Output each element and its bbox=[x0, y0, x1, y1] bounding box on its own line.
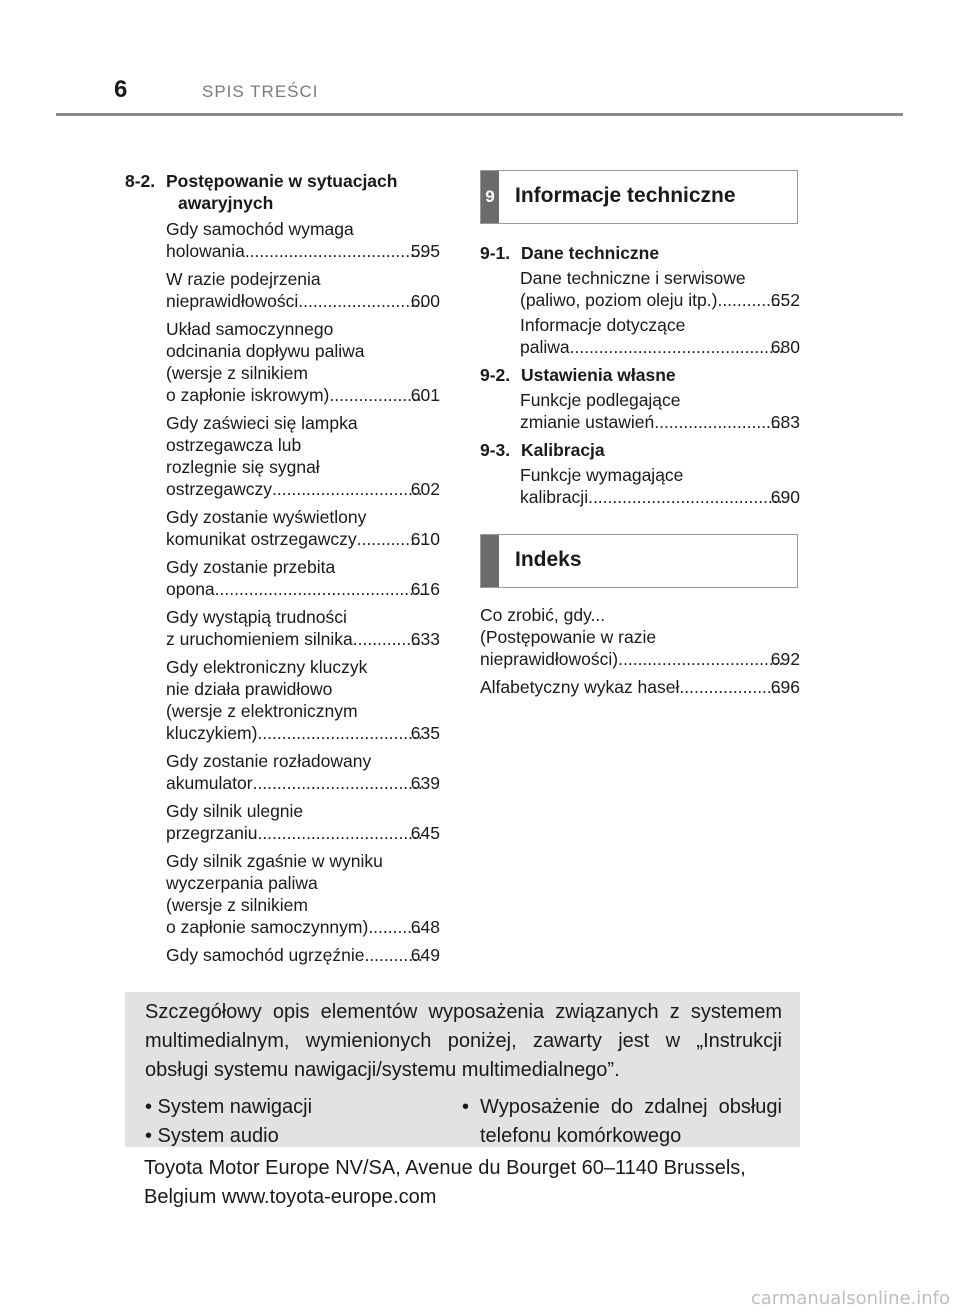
dot-leader bbox=[215, 578, 423, 600]
chapter-tab: 9 bbox=[481, 171, 499, 223]
toc-entry-line: Gdy zaświeci się lampka bbox=[166, 413, 358, 433]
chapter-sections bbox=[480, 242, 800, 508]
toc-entry[interactable] bbox=[166, 218, 440, 262]
toc-entry-list bbox=[166, 218, 440, 966]
publisher-info: Toyota Motor Europe NV/SA, Avenue du Bourget 60–1140 Brussels, Belgium www.toyota-europe.com bbox=[144, 1157, 746, 1208]
right-column bbox=[480, 170, 800, 698]
toc-entry[interactable] bbox=[480, 676, 800, 698]
section-title: Dane techniczne bbox=[521, 243, 660, 263]
section-title: Kalibracja bbox=[521, 440, 605, 460]
toc-entry[interactable] bbox=[480, 604, 800, 670]
section-heading bbox=[480, 242, 800, 264]
toc-entry-line: nie działa prawidłowo bbox=[166, 679, 333, 699]
toc-entry-text: holowania bbox=[166, 241, 245, 261]
toc-entry-line: (Postępowanie w razie bbox=[480, 627, 657, 647]
header-divider bbox=[56, 113, 903, 116]
index-entry-list bbox=[480, 604, 800, 698]
toc-entry-line: Gdy wystąpią trudności bbox=[166, 607, 347, 627]
toc-entry-text: nieprawidłowości) bbox=[480, 649, 619, 669]
toc-entry-text: Alfabetyczny wykaz haseł bbox=[480, 677, 680, 697]
dot-leader bbox=[253, 772, 423, 794]
toc-entry-line: (wersje z silnikiem bbox=[166, 895, 308, 915]
info-box bbox=[125, 992, 800, 1147]
chapter-tab bbox=[481, 535, 499, 587]
page-reference: 633 bbox=[410, 629, 440, 649]
section-heading bbox=[480, 439, 800, 461]
section-number: 9-1. bbox=[480, 243, 511, 263]
chapter-header-box[interactable] bbox=[480, 534, 798, 588]
page-header bbox=[0, 0, 960, 116]
page-reference: 639 bbox=[410, 773, 440, 793]
dot-leader bbox=[272, 478, 423, 500]
dot-leader bbox=[588, 486, 783, 508]
toc-entry-line: rozlegnie się sygnał bbox=[166, 457, 320, 477]
page-reference: 602 bbox=[410, 479, 440, 499]
section-title-line: Postępowanie w sytuacjach bbox=[166, 171, 398, 191]
toc-entry-line: W razie podejrzenia bbox=[166, 269, 321, 289]
toc-entry[interactable] bbox=[520, 314, 800, 358]
toc-entry-line: odcinania dopływu paliwa bbox=[166, 341, 365, 361]
page-reference: 696 bbox=[770, 677, 800, 697]
toc-entry[interactable] bbox=[166, 268, 440, 312]
page-reference: 652 bbox=[770, 290, 800, 310]
toc-entry-line: Funkcje podlegające bbox=[520, 390, 681, 410]
toc-entry-line: Gdy zostanie przebita bbox=[166, 557, 336, 577]
bullet-list bbox=[145, 1093, 782, 1151]
toc-entry[interactable] bbox=[166, 750, 440, 794]
page-reference: 635 bbox=[410, 723, 440, 743]
toc-entry[interactable] bbox=[520, 389, 800, 433]
section-heading-8-2 bbox=[125, 170, 440, 214]
dot-leader bbox=[329, 384, 422, 406]
chapter-header-box[interactable] bbox=[480, 170, 798, 224]
page-reference: 600 bbox=[410, 291, 440, 311]
page-reference: 690 bbox=[770, 487, 800, 507]
page-reference: 680 bbox=[770, 337, 800, 357]
toc-entry-text: komunikat ostrzegawczy bbox=[166, 529, 357, 549]
toc-entry[interactable] bbox=[166, 656, 440, 744]
dot-leader bbox=[257, 822, 422, 844]
toc-entry[interactable] bbox=[520, 464, 800, 508]
toc-entry[interactable] bbox=[166, 800, 440, 844]
page-number: 6 bbox=[114, 76, 128, 103]
toc-entry[interactable] bbox=[166, 944, 440, 966]
toc-entry-line: Układ samoczynnego bbox=[166, 319, 334, 339]
toc-entry[interactable] bbox=[166, 850, 440, 938]
toc-entry-line: Gdy elektroniczny kluczyk bbox=[166, 657, 368, 677]
page-reference: 645 bbox=[410, 823, 440, 843]
page-reference: 601 bbox=[410, 385, 440, 405]
left-column bbox=[125, 170, 440, 966]
toc-entry-text: o zapłonie iskrowym) bbox=[166, 385, 330, 405]
toc-entry-text: Gdy samochód ugrzęźnie bbox=[166, 945, 365, 965]
info-text: Szczegółowy opis elementów wyposażenia związanych z systemem multimedialnym, wymienionych poniżej, zawarty jest w „Instrukcji obsługi systemu nawigacji/systemu multimedialnego”. bbox=[145, 1001, 782, 1081]
chapter-title: Informacje techniczne bbox=[515, 184, 736, 207]
toc-entry-text: paliwa bbox=[520, 337, 570, 357]
toc-entry-line: Gdy samochód wymaga bbox=[166, 219, 354, 239]
section-number: 9-2. bbox=[480, 365, 511, 385]
toc-entry-line: Gdy zostanie rozładowany bbox=[166, 751, 372, 771]
dot-leader bbox=[654, 411, 783, 433]
section-title-line: awaryjnych bbox=[178, 193, 274, 213]
toc-entry-text: opona bbox=[166, 579, 215, 599]
page-reference: 595 bbox=[410, 241, 440, 261]
toc-entry-text: kluczykiem) bbox=[166, 723, 258, 743]
section-title: Ustawienia własne bbox=[521, 365, 676, 385]
toc-entry-line: Gdy zostanie wyświetlony bbox=[166, 507, 367, 527]
toc-entry-text: zmianie ustawień bbox=[520, 412, 655, 432]
dot-leader bbox=[257, 722, 422, 744]
toc-entry-text: o zapłonie samoczynnym) bbox=[166, 917, 369, 937]
toc-entry-line: wyczerpania paliwa bbox=[166, 873, 318, 893]
toc-entry[interactable] bbox=[166, 556, 440, 600]
bullet-item: • System nawigacji bbox=[145, 1096, 313, 1118]
watermark: carmanualsonline.info bbox=[750, 1288, 950, 1309]
dot-leader bbox=[618, 648, 783, 670]
toc-entry-text: nieprawidłowości bbox=[166, 291, 299, 311]
toc-entry-text: z uruchomieniem silnika bbox=[166, 629, 353, 649]
toc-entry-line: Gdy silnik zgaśnie w wyniku bbox=[166, 851, 383, 871]
toc-entry-line: (wersje z silnikiem bbox=[166, 363, 308, 383]
page-reference: 648 bbox=[410, 917, 440, 937]
toc-entry-text: akumulator bbox=[166, 773, 253, 793]
toc-entry-line: Co zrobić, gdy... bbox=[480, 605, 606, 625]
page-reference: 692 bbox=[770, 649, 800, 669]
toc-entry-line: Gdy silnik ulegnie bbox=[166, 801, 304, 821]
section-number: 8-2. bbox=[125, 171, 156, 191]
dot-leader bbox=[245, 240, 423, 262]
dot-leader bbox=[570, 336, 783, 358]
toc-entry[interactable] bbox=[520, 267, 800, 311]
toc-entry-text: kalibracji bbox=[520, 487, 589, 507]
toc-entry[interactable] bbox=[166, 606, 440, 650]
page-reference: 649 bbox=[410, 945, 440, 965]
toc-entry-line: Dane techniczne i serwisowe bbox=[520, 268, 746, 288]
toc-entry-text: ostrzegawczy bbox=[166, 479, 273, 499]
page-reference: 610 bbox=[410, 529, 440, 549]
toc-entry[interactable] bbox=[166, 318, 440, 406]
page-reference: 683 bbox=[770, 412, 800, 432]
toc-entry[interactable] bbox=[166, 412, 440, 500]
toc-entry-text: (paliwo, poziom oleju itp.) bbox=[520, 290, 718, 310]
toc-entry-line: (wersje z elektronicznym bbox=[166, 701, 358, 721]
toc-entry-text: przegrzaniu bbox=[166, 823, 258, 843]
bullet-item: • Wyposażenie do zdalnej obsługi telefonu komórkowego bbox=[462, 1096, 782, 1147]
chapter-title: Indeks bbox=[515, 548, 582, 571]
toc-entry-line: Informacje dotyczące bbox=[520, 315, 686, 335]
section-number: 9-3. bbox=[480, 440, 511, 460]
dot-leader bbox=[679, 676, 782, 698]
toc-entry-line: Funkcje wymagające bbox=[520, 465, 684, 485]
toc-entry[interactable] bbox=[166, 506, 440, 550]
bullet-item: • System audio bbox=[145, 1125, 279, 1147]
page-reference: 616 bbox=[410, 579, 440, 599]
dot-leader bbox=[298, 290, 423, 312]
section-heading bbox=[480, 364, 800, 386]
toc-entry-line: ostrzegawcza lub bbox=[166, 435, 302, 455]
page-title: SPIS TREŚCI bbox=[202, 82, 319, 101]
